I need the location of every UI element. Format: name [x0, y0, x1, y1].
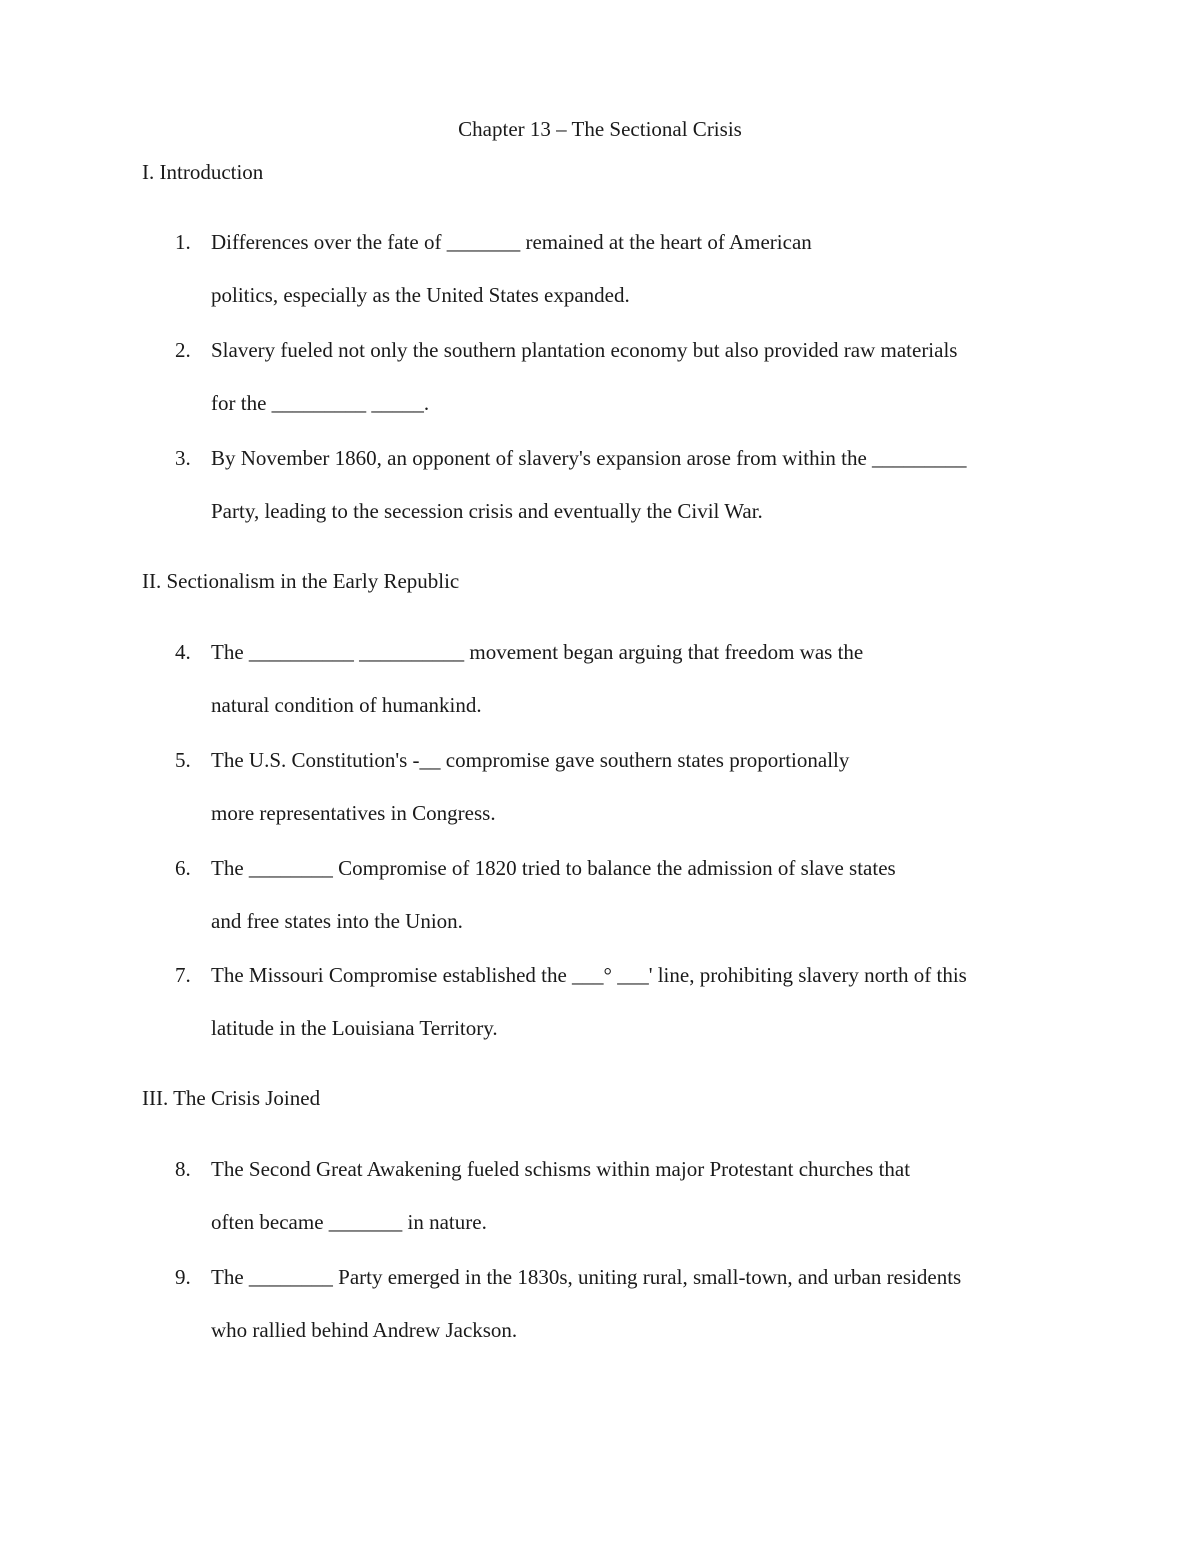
- item-text-line-1: The __________ __________ movement began arguing that freedom was the: [211, 640, 864, 664]
- item-number: 3.: [175, 446, 191, 470]
- item-text-line-1: By November 1860, an opponent of slavery's expansion arose from within the _________: [211, 446, 967, 470]
- item-text-line-2: latitude in the Louisiana Territory.: [211, 1016, 498, 1040]
- item-text-line-2: who rallied behind Andrew Jackson.: [211, 1318, 518, 1342]
- item-text-line-2: more representatives in Congress.: [211, 801, 496, 825]
- item-text-line-2: natural condition of humankind.: [211, 693, 482, 717]
- item-number: 6.: [175, 856, 191, 880]
- section-heading-sectionalism: II. Sectionalism in the Early Republic: [142, 569, 460, 593]
- item-number: 4.: [175, 640, 191, 664]
- section-heading-crisis-joined: III. The Crisis Joined: [142, 1086, 321, 1110]
- item-text-line-2: for the _________ _____.: [211, 391, 430, 415]
- item-text-line-2: and free states into the Union.: [211, 909, 463, 933]
- item-text-line-1: The Missouri Compromise established the ___° ___' line, prohibiting slavery north of this: [211, 963, 967, 987]
- item-text-line-2: Party, leading to the secession crisis and eventually the Civil War.: [211, 499, 763, 523]
- page-title: Chapter 13 – The Sectional Crisis: [458, 117, 742, 141]
- item-text-line-2: politics, especially as the United States expanded.: [211, 283, 630, 307]
- item-text-line-1: The ________ Compromise of 1820 tried to balance the admission of slave states: [211, 856, 896, 880]
- item-number: 8.: [175, 1157, 191, 1181]
- item-number: 9.: [175, 1265, 191, 1289]
- item-text-line-1: The Second Great Awakening fueled schisms within major Protestant churches that: [211, 1157, 911, 1181]
- item-number: 7.: [175, 963, 191, 987]
- item-text-line-1: The ________ Party emerged in the 1830s, uniting rural, small-town, and urban residents: [211, 1265, 962, 1289]
- item-text-line-1: Slavery fueled not only the southern plantation economy but also provided raw materials: [211, 338, 958, 362]
- item-text-line-1: Differences over the fate of _______ remained at the heart of American: [211, 230, 812, 254]
- item-number: 2.: [175, 338, 191, 362]
- item-text-line-2: often became _______ in nature.: [211, 1210, 487, 1234]
- item-number: 5.: [175, 748, 191, 772]
- section-heading-introduction: I. Introduction: [142, 160, 264, 184]
- item-text-line-1: The U.S. Constitution's -__ compromise gave southern states proportionally: [211, 748, 850, 772]
- item-number: 1.: [175, 230, 191, 254]
